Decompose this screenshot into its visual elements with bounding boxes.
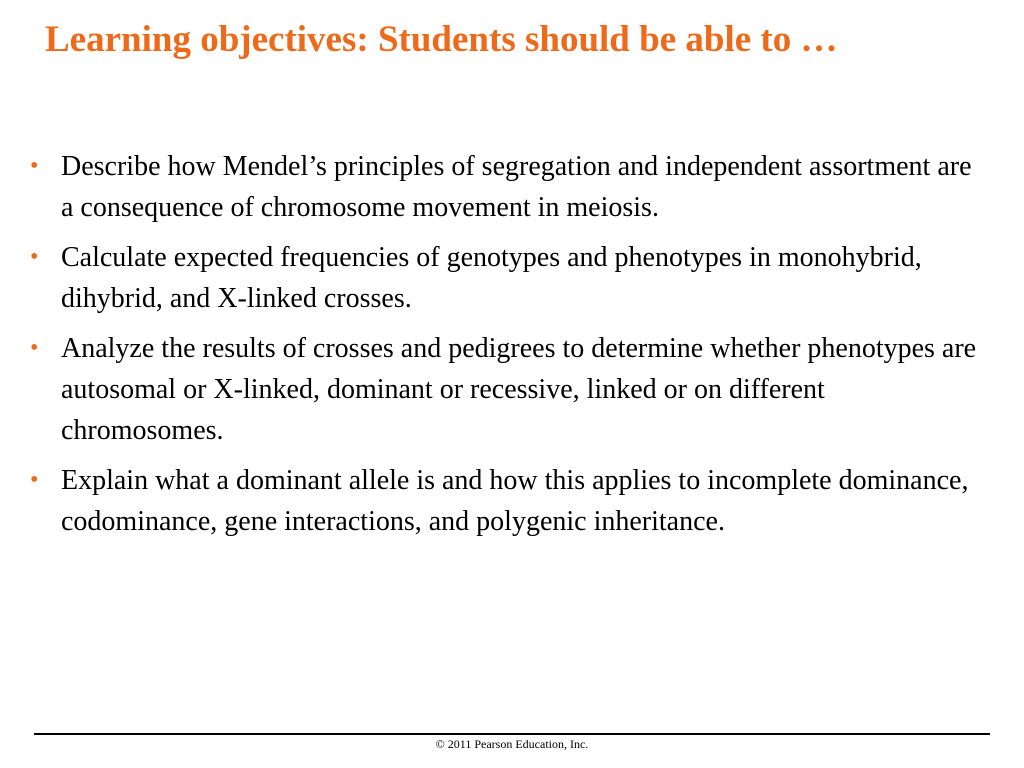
objective-item bbox=[30, 146, 980, 228]
objective-text: Analyze the results of crosses and pedigrees to determine whether phenotypes are autosomal or X-linked, dominant or recessive, linked or on different chromosomes. bbox=[61, 333, 977, 446]
slide-title: Learning objectives: Students should be able to … bbox=[45, 19, 838, 60]
footer-divider bbox=[34, 733, 990, 735]
objectives-list bbox=[30, 146, 980, 551]
bullet-marker: • bbox=[30, 244, 39, 270]
objective-item bbox=[30, 328, 980, 451]
objective-item bbox=[30, 237, 980, 319]
objective-text: Describe how Mendel’s principles of segregation and independent assortment are a consequence of chromosome movement in meiosis. bbox=[61, 151, 972, 223]
objective-item bbox=[30, 460, 980, 542]
objective-text: Calculate expected frequencies of genotypes and phenotypes in monohybrid, dihybrid, and X-linked crosses. bbox=[61, 242, 922, 314]
bullet-marker: • bbox=[30, 153, 39, 179]
copyright-footer: © 2011 Pearson Education, Inc. bbox=[435, 737, 589, 751]
bullet-marker: • bbox=[30, 467, 39, 493]
bullet-marker: • bbox=[30, 335, 39, 361]
objective-text: Explain what a dominant allele is and how this applies to incomplete dominance, codominance, gene interactions, and polygenic inheritance. bbox=[61, 465, 969, 537]
